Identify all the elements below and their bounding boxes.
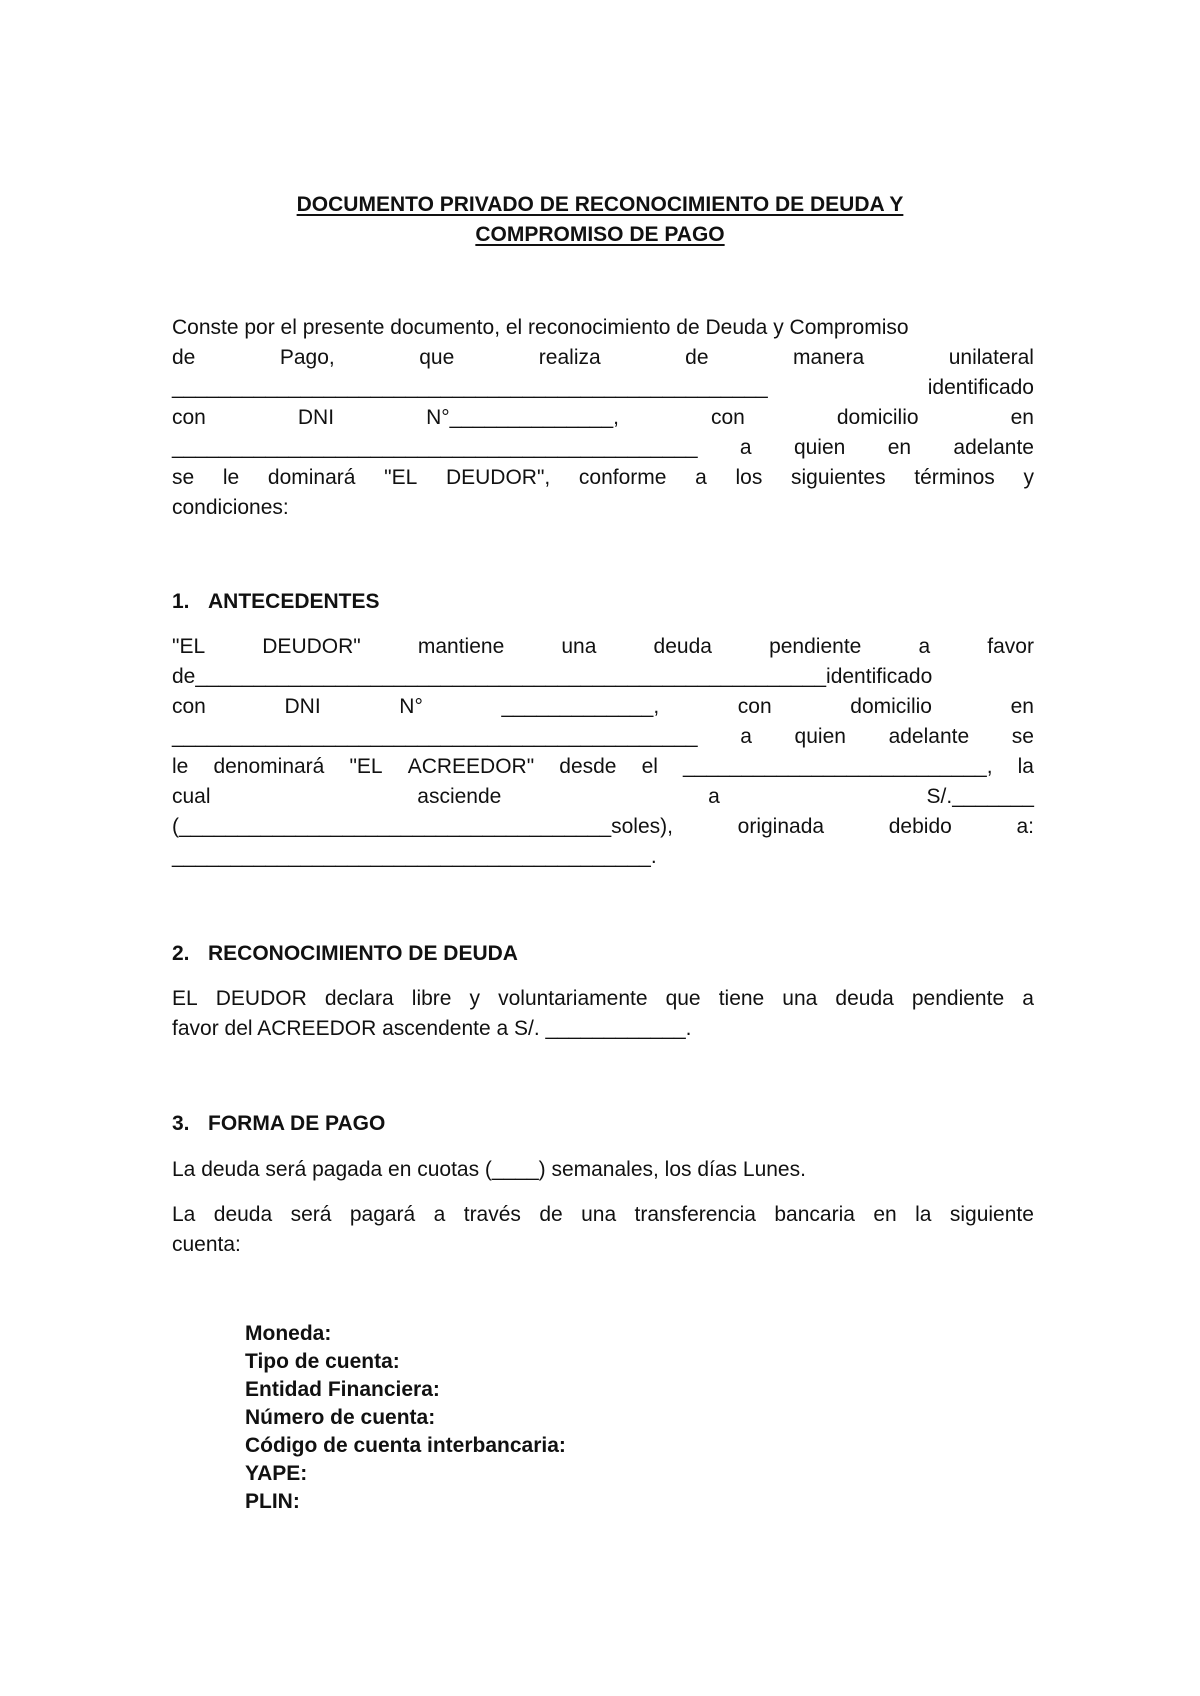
- intro-line: [172, 343, 1034, 373]
- text-word: el: [641, 755, 658, 778]
- text-word: a: [740, 725, 752, 748]
- text-word: adelante: [888, 725, 970, 748]
- text-word: una: [581, 1203, 617, 1226]
- section-1-line: [172, 632, 1034, 662]
- section-3-paragraph-1: La deuda será pagada en cuotas (____) semanales, los días Lunes.: [172, 1158, 806, 1181]
- section-3-heading: [172, 1109, 385, 1139]
- section-3-paragraph-2: [172, 1200, 1034, 1260]
- text-word: a:: [1016, 815, 1034, 838]
- text-word: se: [1011, 725, 1034, 748]
- text-word: ___________________________________________________: [172, 376, 768, 399]
- section-1-heading: [172, 587, 380, 617]
- text-word: manera: [793, 346, 865, 369]
- section-1-line: [172, 842, 1034, 872]
- intro-line: [172, 373, 1034, 403]
- text-word: será: [290, 1203, 332, 1226]
- text-word: La: [172, 1203, 196, 1226]
- section-3-p2-line: [172, 1230, 1034, 1260]
- text-word: con: [737, 695, 772, 718]
- section-1-line: [172, 812, 1034, 842]
- text-word: dominará: [267, 466, 356, 489]
- text-word: que: [665, 987, 701, 1010]
- bank-details-list: [245, 1320, 566, 1516]
- text-word: y: [469, 987, 481, 1010]
- text-word: una: [561, 635, 597, 658]
- text-word: cual: [172, 785, 211, 808]
- section-3-p2-line: [172, 1200, 1034, 1230]
- text-word: DEUDOR",: [445, 466, 551, 489]
- text-word: términos: [914, 466, 995, 489]
- text-word: denominará: [213, 755, 325, 778]
- text-word: DEUDOR: [215, 987, 307, 1010]
- section-1-line: [172, 752, 1034, 782]
- text-word: favor del ACREEDOR ascendente a S/. ____________.: [172, 1017, 692, 1040]
- text-word: deuda: [213, 1203, 273, 1226]
- bank-field-label: Código de cuenta interbancaria:: [245, 1434, 566, 1457]
- title-line-1: DOCUMENTO PRIVADO DE RECONOCIMIENTO DE DEUDA Y: [296, 193, 904, 216]
- text-word: transferencia: [634, 1203, 756, 1226]
- text-word: Conste por el presente documento, el reconocimiento de Deuda y Compromiso: [172, 316, 909, 339]
- text-word: con: [172, 695, 206, 718]
- text-word: debido: [888, 815, 952, 838]
- text-word: en: [873, 1203, 897, 1226]
- text-word: DEUDOR": [262, 635, 361, 658]
- text-word: le: [172, 755, 189, 778]
- text-word: le: [222, 466, 240, 489]
- section-1-line: [172, 662, 1034, 692]
- text-word: que: [419, 346, 455, 369]
- text-word: en: [1010, 695, 1034, 718]
- bank-field-label: Entidad Financiera:: [245, 1378, 440, 1401]
- section-1-paragraph: [172, 632, 1034, 872]
- section-2-line: [172, 1014, 1034, 1044]
- intro-line: [172, 313, 1034, 343]
- section-1-line: [172, 722, 1034, 752]
- text-word: de: [539, 1203, 563, 1226]
- text-word: la: [915, 1203, 932, 1226]
- text-word: siguiente: [949, 1203, 1034, 1226]
- text-word: desde: [559, 755, 617, 778]
- section-2-heading: [172, 939, 518, 969]
- intro-line: [172, 403, 1034, 433]
- text-word: mantiene: [417, 635, 505, 658]
- text-word: los: [735, 466, 763, 489]
- text-word: "EL: [349, 755, 383, 778]
- text-word: pendiente: [911, 987, 1005, 1010]
- text-word: quien: [793, 436, 846, 459]
- text-word: asciende: [417, 785, 502, 808]
- text-word: pendiente: [769, 635, 862, 658]
- text-word: tiene: [718, 987, 765, 1010]
- text-word: unilateral: [948, 346, 1034, 369]
- bank-field-label: YAPE:: [245, 1462, 308, 1485]
- section-3-number: 3.: [172, 1112, 190, 1135]
- text-word: con: [711, 406, 745, 429]
- text-word: declara: [324, 987, 394, 1010]
- intro-line: [172, 463, 1034, 493]
- text-word: con: [172, 406, 206, 429]
- section-2-paragraph: [172, 984, 1034, 1044]
- text-word: en: [887, 436, 912, 459]
- bank-field-label: Moneda:: [245, 1322, 332, 1345]
- text-word: y: [1023, 466, 1034, 489]
- text-word: Pago,: [279, 346, 335, 369]
- text-word: ACREEDOR": [407, 755, 535, 778]
- text-word: originada: [737, 815, 825, 838]
- intro-line: [172, 433, 1034, 463]
- text-word: (_____________________________________soles),: [172, 815, 673, 838]
- text-word: S/._______: [926, 785, 1034, 808]
- text-word: se: [172, 466, 195, 489]
- text-word: voluntariamente: [498, 987, 648, 1010]
- text-word: __________________________,: [683, 755, 993, 778]
- section-1-line: [172, 692, 1034, 722]
- text-word: _________________________________________.: [172, 845, 657, 868]
- text-word: través: [463, 1203, 521, 1226]
- text-word: una: [782, 987, 818, 1010]
- text-word: domicilio: [850, 695, 932, 718]
- text-word: deuda: [835, 987, 894, 1010]
- text-word: pagará: [349, 1203, 416, 1226]
- text-word: a: [739, 436, 752, 459]
- text-word: domicilio: [836, 406, 919, 429]
- text-word: a: [708, 785, 720, 808]
- text-word: de______________________________________________________identificado: [172, 665, 933, 688]
- section-2-number: 2.: [172, 942, 190, 965]
- text-word: identificado: [927, 376, 1034, 399]
- text-word: "EL: [172, 635, 206, 658]
- section-1-title: ANTECEDENTES: [208, 590, 380, 613]
- intro-line: [172, 493, 1034, 523]
- text-word: de: [172, 346, 196, 369]
- text-word: en: [1010, 406, 1034, 429]
- text-word: N°______________,: [426, 406, 619, 429]
- section-2-title: RECONOCIMIENTO DE DEUDA: [208, 942, 518, 965]
- section-2-line: [172, 984, 1034, 1014]
- text-word: siguientes: [791, 466, 886, 489]
- document-title: [0, 190, 1200, 250]
- section-1-line: [172, 782, 1034, 812]
- text-word: cuenta:: [172, 1233, 241, 1256]
- text-word: DNI: [297, 406, 335, 429]
- text-word: a: [918, 635, 931, 658]
- text-word: realiza: [538, 346, 601, 369]
- intro-paragraph: [172, 313, 1034, 523]
- text-word: condiciones:: [172, 496, 289, 519]
- text-word: _____________,: [501, 695, 660, 718]
- text-word: a: [433, 1203, 446, 1226]
- text-word: EL: [172, 987, 198, 1010]
- text-word: la: [1017, 755, 1034, 778]
- text-word: "EL: [384, 466, 418, 489]
- text-word: DNI: [284, 695, 321, 718]
- text-word: libre: [411, 987, 452, 1010]
- text-word: deuda: [653, 635, 712, 658]
- text-word: conforme: [578, 466, 667, 489]
- bank-field-label: Número de cuenta:: [245, 1406, 436, 1429]
- bank-field-label: Tipo de cuenta:: [245, 1350, 400, 1373]
- text-word: adelante: [953, 436, 1034, 459]
- text-word: a: [695, 466, 707, 489]
- text-word: _____________________________________________: [172, 436, 698, 459]
- section-1-number: 1.: [172, 590, 190, 613]
- bank-field-label: PLIN:: [245, 1490, 300, 1513]
- title-line-2: COMPROMISO DE PAGO: [475, 223, 725, 246]
- section-3-title: FORMA DE PAGO: [208, 1112, 386, 1135]
- text-word: a: [1022, 987, 1034, 1010]
- text-word: de: [685, 346, 709, 369]
- text-word: _____________________________________________: [172, 725, 698, 748]
- text-word: quien: [794, 725, 846, 748]
- text-word: N°: [399, 695, 423, 718]
- text-word: bancaria: [774, 1203, 855, 1226]
- text-word: favor: [987, 635, 1034, 658]
